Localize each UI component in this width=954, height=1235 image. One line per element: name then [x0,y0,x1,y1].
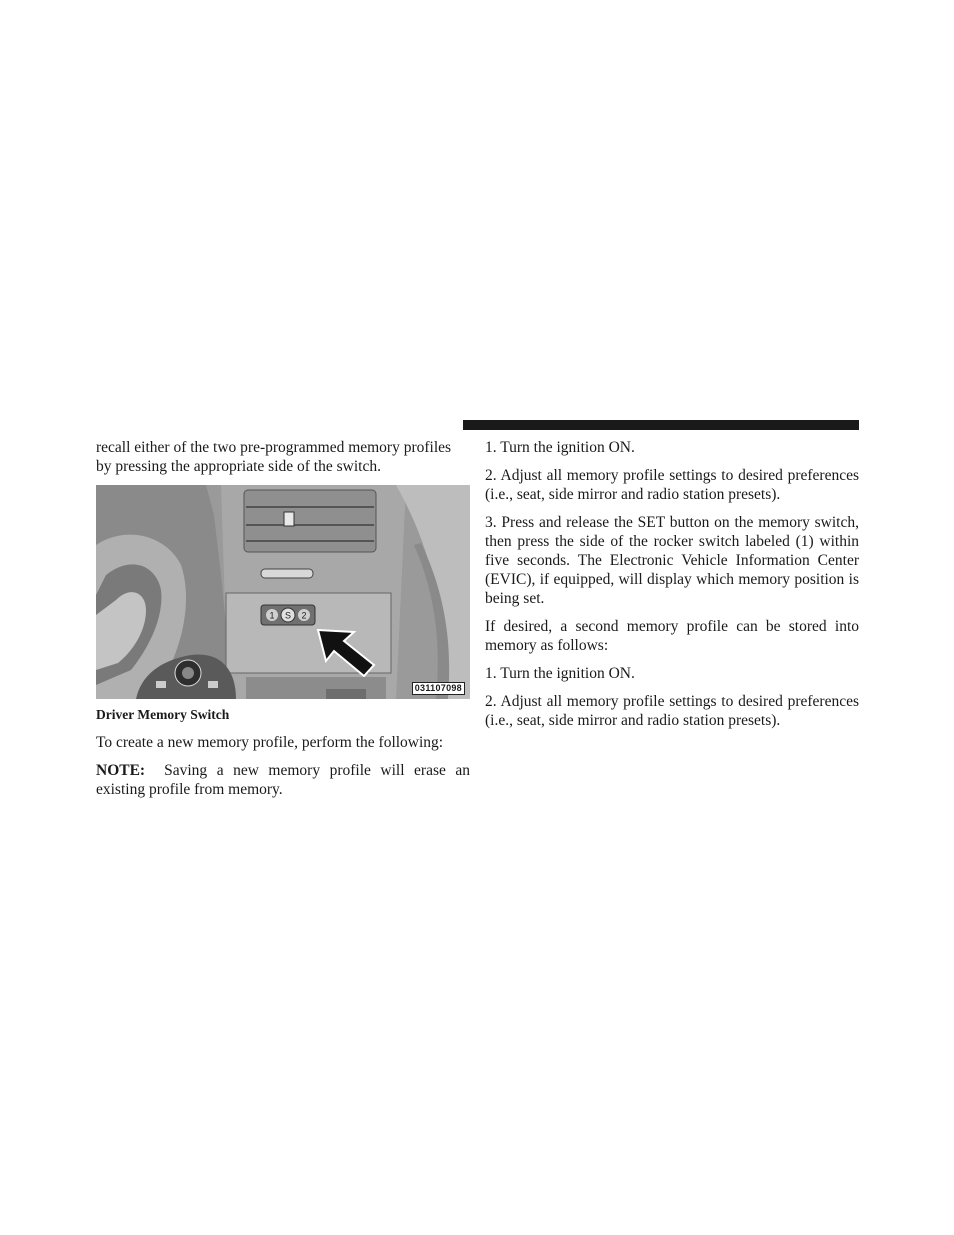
step-2-adjust-settings: 2. Adjust all memory profile settings to desired preferences (i.e., seat, side mirror and radio station presets). [485,467,859,503]
switch-label-2: 2 [301,610,307,621]
switch-label-set: S [284,610,292,621]
figure-code: 031107098 [412,682,465,695]
step-3-press-set: 3. Press and release the SET button on the memory switch, then press the side of the rocker switch labeled (1) within five seconds. The Electronic Vehicle Information Center (EVIC), if equipped, will display which memory position is being set. [485,514,859,607]
figure-illustration [96,485,470,699]
note-paragraph [96,761,470,799]
switch-label-1: 1 [269,610,275,621]
second-profile-paragraph: If desired, a second memory profile can be stored into memory as follows: [485,618,859,654]
right-column [485,438,859,739]
intro-paragraph: recall either of the two pre-programmed memory profiles by pressing the appropriate side of the switch. [96,439,452,475]
section-header-rule [463,420,859,430]
figure-caption: Driver Memory Switch [96,707,230,722]
create-profile-paragraph: To create a new memory profile, perform the following: [96,734,444,751]
note-label: NOTE: [96,762,146,779]
step-1-turn-ignition: 1. Turn the ignition ON. [485,439,635,456]
note-text: Saving a new memory profile will erase an existing profile from memory. [96,762,471,798]
second-step-1-turn-ignition: 1. Turn the ignition ON. [485,665,635,682]
second-step-2-adjust-settings: 2. Adjust all memory profile settings to desired preferences (i.e., seat, side mirror and radio station presets). [485,693,859,729]
left-column [96,438,470,808]
driver-memory-switch-figure [96,485,470,699]
